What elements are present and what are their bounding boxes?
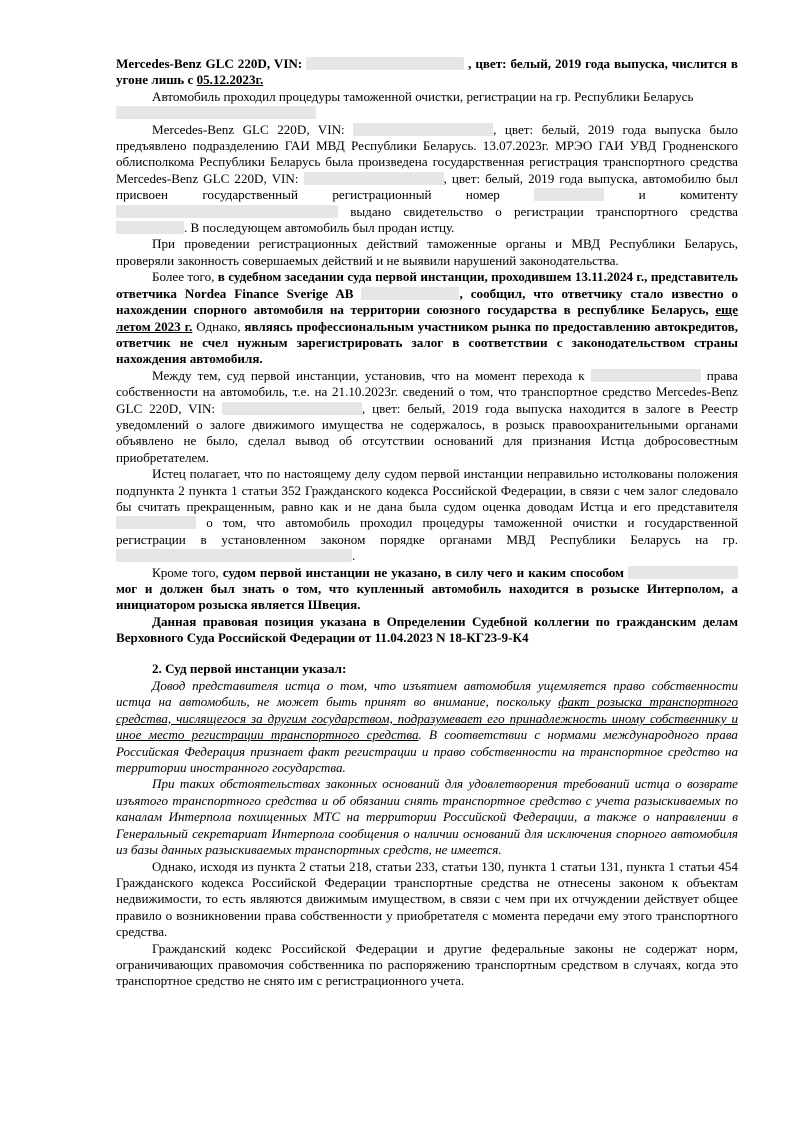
paragraph-federal-laws [116,941,738,990]
redacted-name [116,516,196,529]
text-segment-italic-underline: факт розыска транспортного средства, числящегося за другим государством, подразумевает его принадлежность иному собственнику и иное место регистрации транспортного средства [116,694,738,743]
text-segment: и комитенту [638,187,738,203]
text-segment: Истец полагает, что по настоящему делу судом первой инстанции неправильно истолкованы положения подпункта 2 пункта 1 статьи 352 Гражданского кодекса Российской Федерации, в связи с чем залог следовало бы считать прекращенным, равно как и не дана была судом оценка доводам Истца и его представителя [116,466,738,514]
redacted-name [116,205,338,218]
paragraph-court-quote-1 [116,678,738,776]
paragraph-interpol [116,565,738,614]
redacted-vin [304,172,444,185]
text-segment-bold: мог и должен был знать о том, что купленный автомобиль находится в розыске Интерполом, а инициатором розыска является Швеция. [116,581,738,613]
text-segment: При проведении регистрационных действий таможенные органы и МВД Республики Беларусь, проверяли законность совершаемых действий и не выявили нарушений законодательства. [116,236,738,268]
text-segment: права собственности на автомобиль, т.е. на 21.10.2023г. сведений о том, что транспортное средство Mercedes-Benz GLC 220D, VIN: [116,367,738,416]
paragraph-court-quote-2 [116,776,738,858]
text-segment-bold: в судебном заседании суда первой инстанции, проходившем 13.11.2024 г., представитель ответчика Nordea Finance Sverige AB [116,269,738,301]
redacted-number [116,221,184,234]
text-segment: о том, что автомобиль проходил процедуры таможенной очистки и государственной регистрации в установленном законом порядке органами МВД Республики Беларусь на гр. [116,515,738,547]
text-segment: Кроме того, [152,564,219,580]
text-segment-bold: являясь профессиональным участником рынка по предоставлению автокредитов, ответчик не счел нужным зарегистрировать залог в соответствии с законодательством страны нахождения автомобиля. [116,318,738,367]
text-segment-bold: , сообщил, что ответчику стало известно о нахождении спорного автомобиля на территории союзного государства в республике Беларусь, [116,285,739,318]
text-segment-bold: Данная правовая позиция указана в Определении Судебной коллегии по гражданским делам Верховного Суда Российской Федерации от 11.04.2023 N 18-КГ23-9-К4 [116,613,738,646]
paragraph-legal-position [116,614,738,647]
text-segment: Автомобиль проходил процедуры таможенной очистки, регистрации на гр. Республики Беларусь [152,88,694,104]
section-heading: 2. Суд первой инстанции указал: [152,660,347,676]
paragraph-civil-code [116,859,738,941]
redacted-name [591,369,701,382]
text-segment: , цвет: белый, 2019 года выпуска, автомобилю был присвоен государственный регистрационный номер [116,170,738,203]
redacted-vin [222,402,362,415]
text-segment: выдано свидетельство о регистрации транспортного средства [350,203,738,219]
text-segment: , цвет: белый, 2019 года выпуска находится в залоге в Реестр уведомлений о залоге движимого имущества не содержалось, в розыск правоохранительными органами объявлено не было, сделал вывод об отсутствии оснований для признания Истца добросовестным приобретателем. [116,400,738,465]
text-segment: Однако, [196,318,241,334]
text-segment-italic: Довод представителя истца о том, что изъятием автомобиля ущемляется право собственности истца на автомобиль, не может быть принят во внимание, поскольку [116,678,738,710]
text-segment: Гражданский кодекс Российской Федерации и другие федеральные законы не содержат норм, ограничивающих правомочия собственника по распоряжению транспортным средством в случаях, когда это транспортное средство не снято им с регистрационного учета. [116,940,738,989]
text-segment-italic: . В соответствии с нормами международного права Российская Федерация признает факт регистрации и право собственности на транспортное средство на территории иностранного государства. [116,727,738,776]
text-segment: Mercedes-Benz GLC 220D, VIN: [152,121,345,137]
paragraph-first-instance [116,368,738,466]
paragraph-court-hearing [116,269,738,367]
redacted-name [116,549,352,562]
text-segment: . [352,548,356,564]
paragraph-customs-check [116,236,738,269]
text-segment: Однако, исходя из пункта 2 статьи 218, статьи 233, статьи 130, пункта 1 статьи 131, пункта 1 статьи 454 Гражданского кодекса Российской Федерации транспортные средства не отнесены законом к объектам недвижимости, то есть являются движимым имуществом, в связи с чем при их отчуждении действует общее правило о возникновении права собственности у приобретателя с момента передачи ему этого транспортного средства. [116,858,738,940]
spacer [116,647,738,661]
text-segment: Между тем, суд первой инстанции, установив, что на момент перехода к [152,367,585,383]
redacted-vin [306,57,464,70]
paragraph-vehicle-theft [116,56,738,89]
redacted-name [116,106,316,119]
text-segment-bold-underline: еще летом 2023 г. [116,302,739,334]
text-segment: Более того, [152,269,215,285]
text-segment: Mercedes-Benz GLC 220D, VIN: [116,56,303,71]
text-segment: , цвет: белый, 2019 года выпуска было предъявлено подразделению ГАИ МВД Республики Беларусь. 13.07.2023г. МРЭО ГАИ УВД Гродненского облисполкома Республики Беларусь была произведена государственная регистрация транспортного средства Mercedes-Benz GLC 220D, VIN: [116,121,738,186]
paragraph-registration [116,122,738,237]
text-segment: . В последующем автомобиль был продан истцу. [184,220,455,236]
text-segment-italic: При таких обстоятельствах законных оснований для удовлетворения требований истца о возврате изъятого транспортного средства и об обязании снять транспортное средство с учета разыскиваемых по каналам Интерпола похищенных МТС на территории Российской Федерации, а также о направлении в Генеральный секретариат Интерпола сообщения о наличии оснований для исключения спорного автомобиля из базы данных разыскиваемых транспортных средств, не имеется. [116,776,738,858]
redacted-vin [353,123,493,136]
redacted-name [628,566,738,579]
redacted-name [361,287,459,300]
document-page [116,56,738,990]
text-segment: , цвет: белый, 2019 года выпуска, числится в угоне лишь с [116,56,738,88]
theft-date: 05.12.2023г. [196,72,264,88]
paragraph-plaintiff-position [116,466,738,564]
redacted-plate-number [534,188,604,201]
text-segment-bold: судом первой инстанции не указано, в силу чего и каким способом [222,564,624,580]
paragraph-customs [116,89,738,122]
